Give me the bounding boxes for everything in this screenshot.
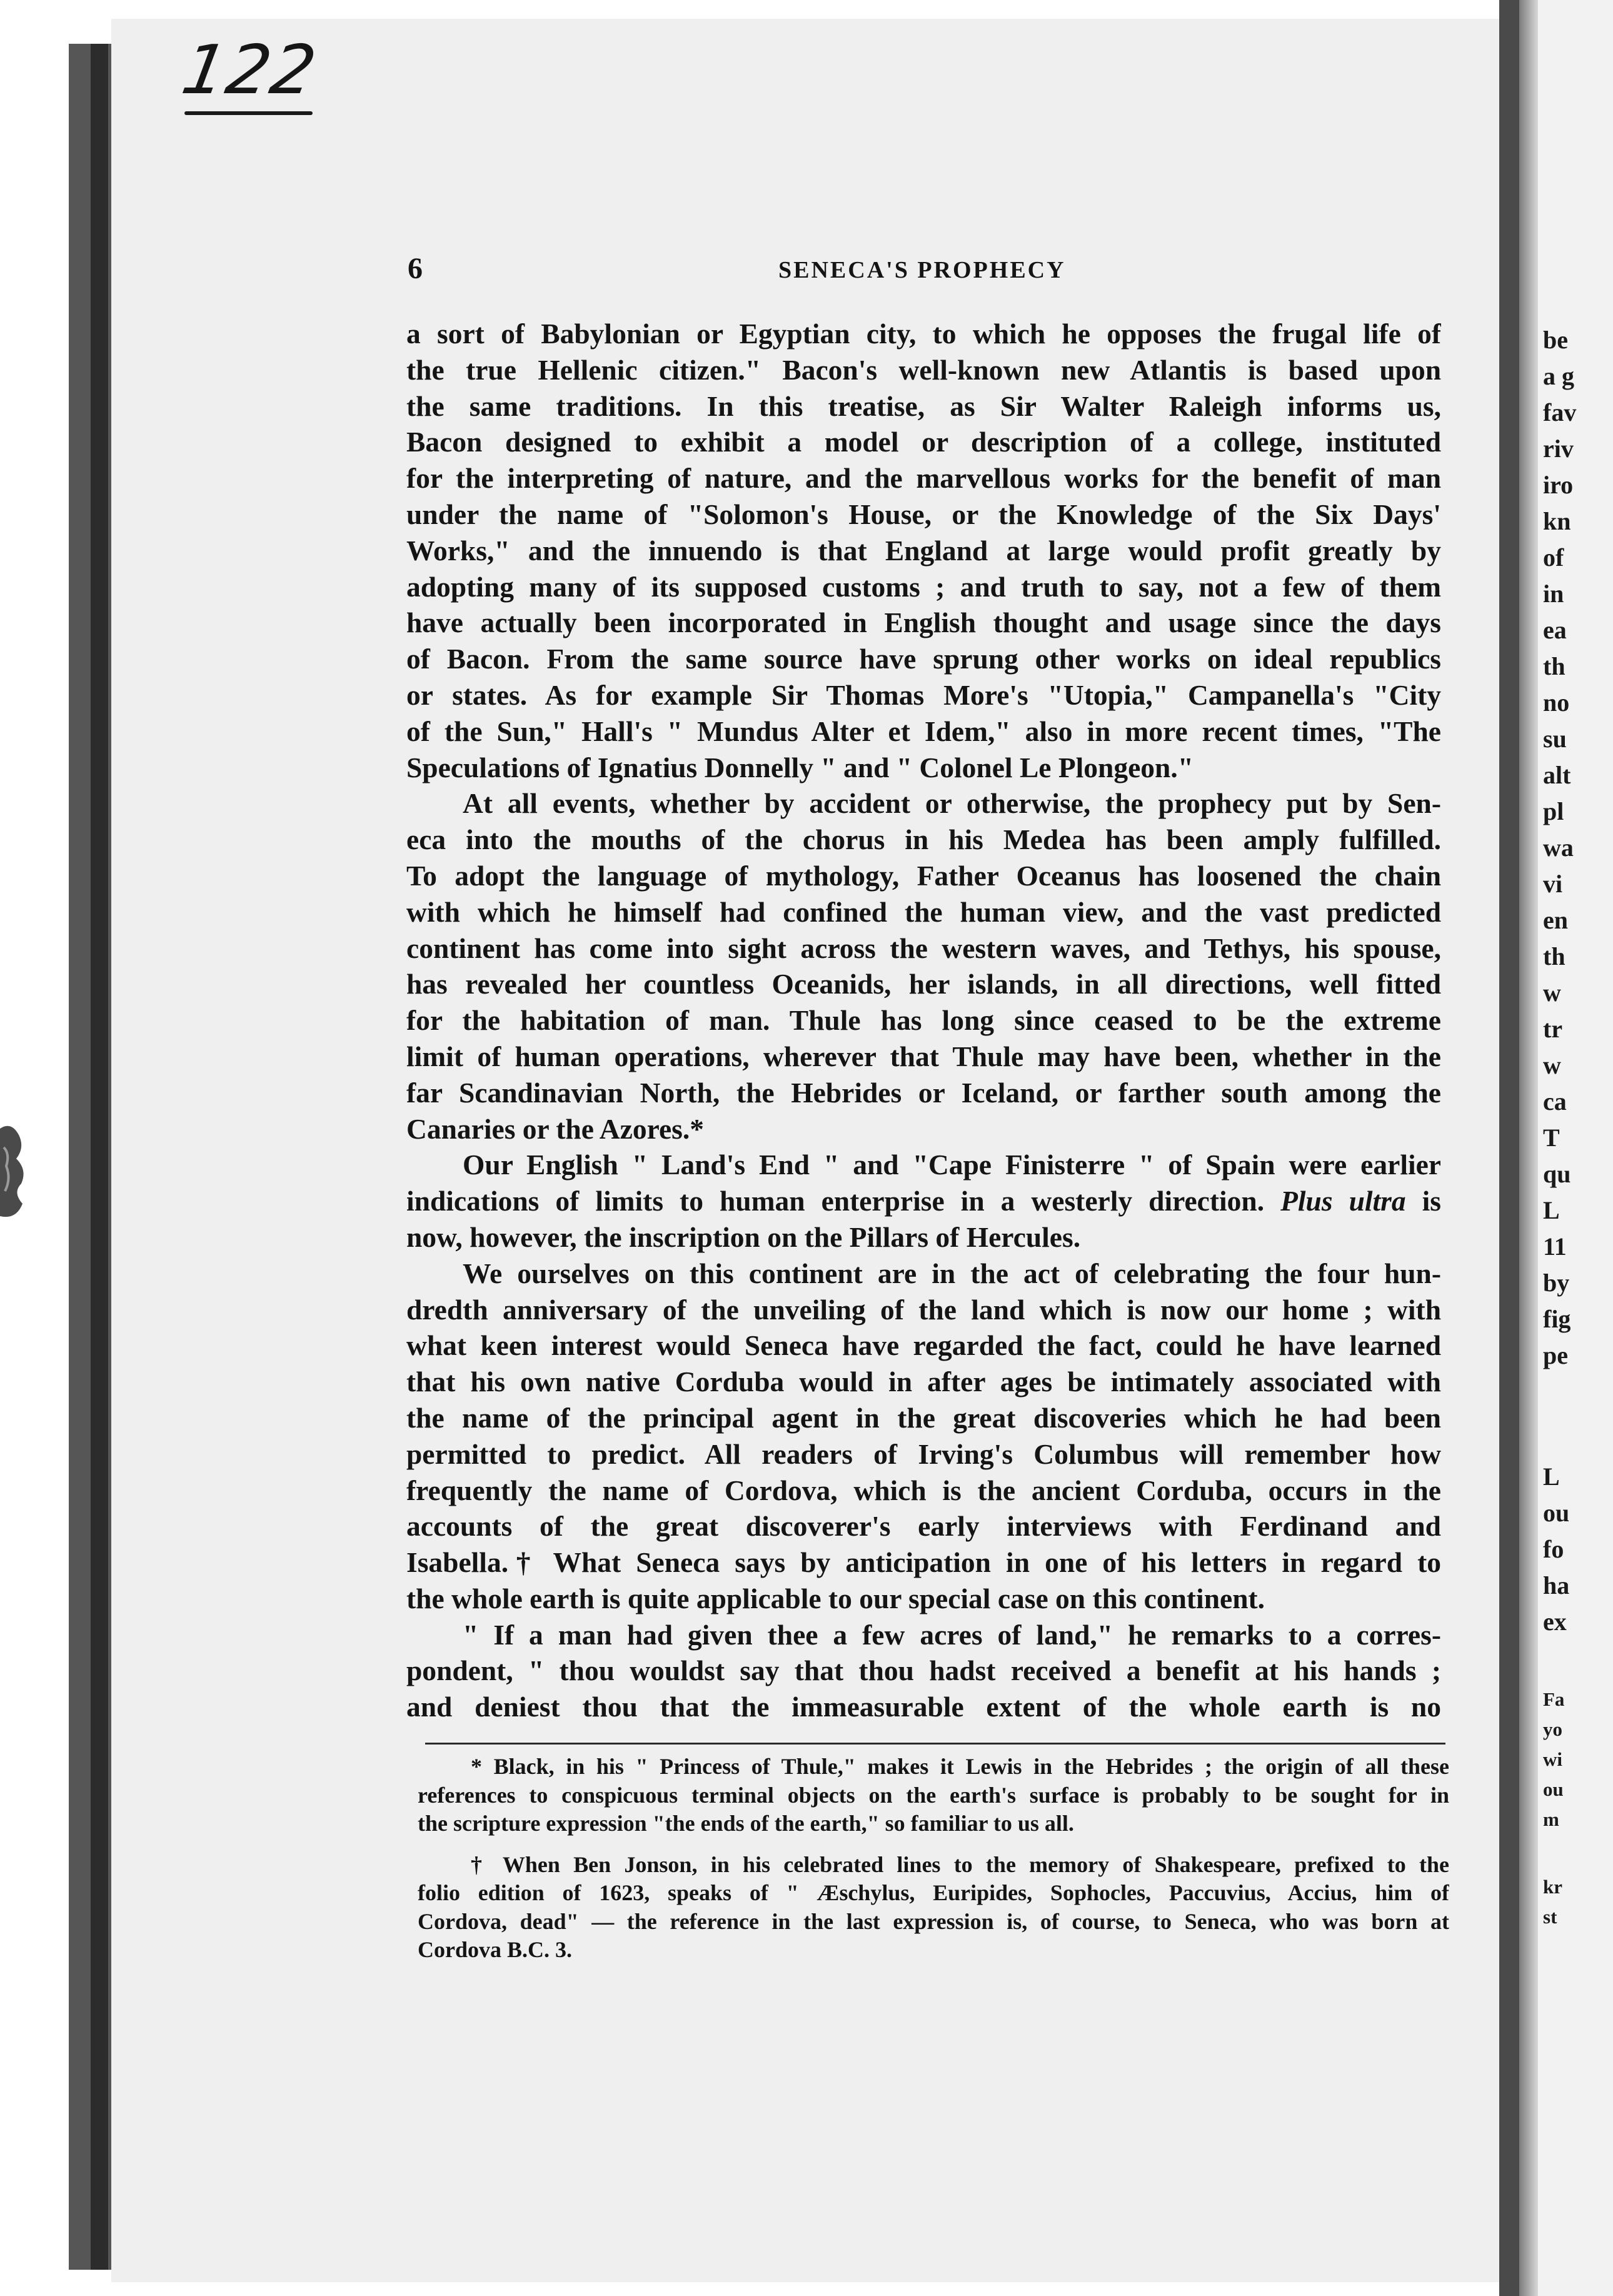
footnotes: [418, 1753, 1449, 1965]
body-text: [406, 316, 1441, 1725]
next-page-fragment: fig: [1543, 1305, 1571, 1333]
text-line: the same traditions. In this treatise, as Sir Walter Raleigh informs us,: [406, 390, 1441, 422]
next-page-fragment: ex: [1543, 1608, 1567, 1636]
text-line: Isabella.† What Seneca says by anticipation in one of his letters in regard to: [406, 1546, 1441, 1579]
next-page-fragment: Fa: [1543, 1688, 1565, 1710]
text-line: limit of human operations, wherever that Thule may have been, whether in the: [406, 1040, 1441, 1072]
next-page-fragment: tr: [1543, 1015, 1563, 1043]
folio-underline: [184, 111, 313, 115]
text-line: Our English " Land's End " and "Cape Finisterre " of Spain were earlier: [463, 1149, 1441, 1181]
footnote-line: Cordova B.C. 3.: [418, 1937, 573, 1962]
next-page-fragment: L: [1543, 1196, 1560, 1224]
text-line: for the habitation of man. Thule has long since ceased to be the extreme: [406, 1004, 1441, 1037]
footnote-line: folio edition of 1623, speaks of " Æschylus, Euripides, Sophocles, Paccuvius, Accius, him of: [418, 1880, 1449, 1905]
text-line: permitted to predict. All readers of Irving's Columbus will remember how: [406, 1438, 1441, 1470]
text-line: now, however, the inscription on the Pillars of Hercules.: [406, 1221, 1081, 1253]
next-page-fragment: T: [1543, 1124, 1560, 1152]
next-page-fragment: su: [1543, 725, 1567, 753]
next-page-fragment: in: [1543, 580, 1564, 608]
text-line: the true Hellenic citizen." Bacon's well-known new Atlantis is based upon: [406, 353, 1441, 386]
next-page-fragment: iro: [1543, 471, 1574, 499]
text-line: eca into the mouths of the chorus in his Medea has been amply fulfilled.: [406, 823, 1441, 856]
footnote: [418, 1851, 1449, 1965]
footnote-line: Cordova, dead" — the reference in the last expression is, of course, to Seneca, who was born at: [418, 1908, 1449, 1934]
footnote: [418, 1753, 1449, 1838]
text-line: We ourselves on this continent are in the act of celebrating the four hun-: [463, 1257, 1441, 1289]
next-page-fragment: m: [1543, 1808, 1559, 1830]
running-head: SENECA'S PROPHECY: [778, 257, 1066, 283]
text-line: Speculations of Ignatius Donnelly " and " Colonel Le Plongeon.": [406, 751, 1193, 783]
next-page-fragment: kr: [1543, 1876, 1562, 1898]
text-line: for the interpreting of nature, and the marvellous works for the benefit of man: [406, 462, 1441, 495]
footnote-line: references to conspicuous terminal objects on the earth's surface is probably to be sought for in: [418, 1782, 1449, 1808]
next-page-fragment: wa: [1543, 833, 1574, 862]
next-page-edge: [1538, 0, 1613, 2296]
next-page-fragment: alt: [1543, 761, 1571, 789]
next-page-fragment: no: [1543, 688, 1570, 717]
scan-left-edge-inner: [91, 44, 108, 2270]
text-line: the whole earth is quite applicable to our special case on this continent.: [406, 1582, 1265, 1614]
text-line: adopting many of its supposed customs ; and truth to say, not a few of them: [406, 570, 1441, 603]
text-line: dredth anniversary of the unveiling of the land which is now our home ; with: [406, 1293, 1441, 1326]
text-line: what keen interest would Seneca have regarded the fact, could he have learned: [406, 1329, 1441, 1362]
next-page-fragment: be: [1543, 326, 1568, 354]
next-page-fragment: ha: [1543, 1571, 1570, 1599]
text-line: continent has come into sight across the western waves, and Tethys, his spouse,: [406, 932, 1441, 964]
text-line: far Scandinavian North, the Hebrides or Iceland, or farther south among the: [406, 1076, 1441, 1109]
next-page-fragment: wi: [1543, 1748, 1562, 1770]
text-line: under the name of "Solomon's House, or the Knowledge of the Six Days': [406, 498, 1441, 530]
next-page-fragment: qu: [1543, 1160, 1571, 1188]
footnote-line: the scripture expression "the ends of the earth," so familiar to us all.: [418, 1811, 1074, 1836]
text-line: To adopt the language of mythology, Father Oceanus has loosened the chain: [406, 859, 1441, 892]
text-line: that his own native Corduba would in after ages be intimately associated with: [406, 1366, 1441, 1398]
next-page-fragment: kn: [1543, 507, 1571, 535]
handwritten-folio-number: 122: [176, 31, 323, 109]
text-line: accounts of the great discoverer's early interviews with Ferdinand and: [406, 1510, 1441, 1543]
text-line: Works," and the innuendo is that England at large would profit greatly by: [406, 534, 1441, 566]
gutter-shadow: [1519, 0, 1538, 2296]
text-line: frequently the name of Cordova, which is the ancient Corduba, occurs in the: [406, 1474, 1441, 1506]
text-line: a sort of Babylonian or Egyptian city, to which he opposes the frugal life of: [406, 318, 1441, 350]
text-line: or states. As for example Sir Thomas More's "Utopia," Campanella's "City: [406, 678, 1441, 711]
next-page-fragment: en: [1543, 906, 1568, 934]
ink-stain: [0, 1110, 30, 1235]
next-page-fragment: by: [1543, 1269, 1570, 1297]
page-number: 6: [408, 252, 423, 285]
next-page-fragment: pl: [1543, 797, 1564, 825]
footnote-line: † When Ben Jonson, in his celebrated lines to the memory of Shakespeare, prefixed to the: [471, 1851, 1449, 1877]
next-page-fragment: pe: [1543, 1341, 1568, 1369]
text-line: the name of the principal agent in the great discoveries which he had been: [406, 1401, 1441, 1434]
next-page-fragment: ca: [1543, 1087, 1567, 1115]
text-line: At all events, whether by accident or otherwise, the prophecy put by Sen-: [463, 787, 1441, 820]
text-line: of Bacon. From the same source have sprung other works on ideal republics: [406, 643, 1441, 675]
next-page-fragment: of: [1543, 543, 1564, 571]
text-line: indications of limits to human enterprise in a westerly direction. Plus ultra is: [406, 1185, 1441, 1217]
next-page-fragment: fo: [1543, 1535, 1564, 1563]
next-page-fragment: a g: [1543, 362, 1574, 390]
handwritten-folio: [176, 31, 323, 119]
next-page-fragment: th: [1543, 942, 1565, 970]
text-line: have actually been incorporated in English thought and usage since the days: [406, 607, 1441, 639]
text-line: " If a man had given thee a few acres of land," he remarks to a corres-: [463, 1618, 1441, 1651]
next-page-fragment: ou: [1543, 1778, 1564, 1800]
next-page-fragment: 11: [1543, 1232, 1567, 1261]
text-line: with which he himself had confined the human view, and the vast predicted: [406, 895, 1441, 928]
next-page-fragment: w: [1543, 1051, 1561, 1079]
text-line: and deniest thou that the immeasurable extent of the whole earth is no: [406, 1691, 1441, 1723]
next-page-fragment: th: [1543, 652, 1565, 680]
next-page-fragment: riv: [1543, 435, 1574, 463]
next-page-fragment: w: [1543, 979, 1561, 1007]
next-page-fragment: L: [1543, 1463, 1560, 1491]
next-page-fragment: vi: [1543, 870, 1563, 898]
next-page-fragment: ou: [1543, 1499, 1570, 1527]
text-line: has revealed her countless Oceanids, her islands, in all directions, well fitted: [406, 968, 1441, 1000]
next-page-fragment: fav: [1543, 398, 1577, 426]
gutter: [1499, 0, 1519, 2296]
text-line: Canaries or the Azores.*: [406, 1112, 704, 1145]
next-page-fragment: st: [1543, 1906, 1557, 1928]
text-line: Bacon designed to exhibit a model or description of a college, instituted: [406, 426, 1441, 458]
text-line: pondent, " thou wouldst say that thou hadst received a benefit at his hands ;: [406, 1654, 1441, 1687]
text-line: of the Sun," Hall's " Mundus Alter et Idem," also in more recent times, "The: [406, 715, 1441, 747]
next-page-fragment: yo: [1543, 1718, 1562, 1740]
next-page-fragment: ea: [1543, 616, 1567, 644]
italic-phrase: Plus ultra: [1280, 1185, 1406, 1217]
footnote-rule: [425, 1743, 1445, 1745]
footnote-line: * Black, in his " Princess of Thule," makes it Lewis in the Hebrides ; the origin of all these: [471, 1754, 1449, 1779]
